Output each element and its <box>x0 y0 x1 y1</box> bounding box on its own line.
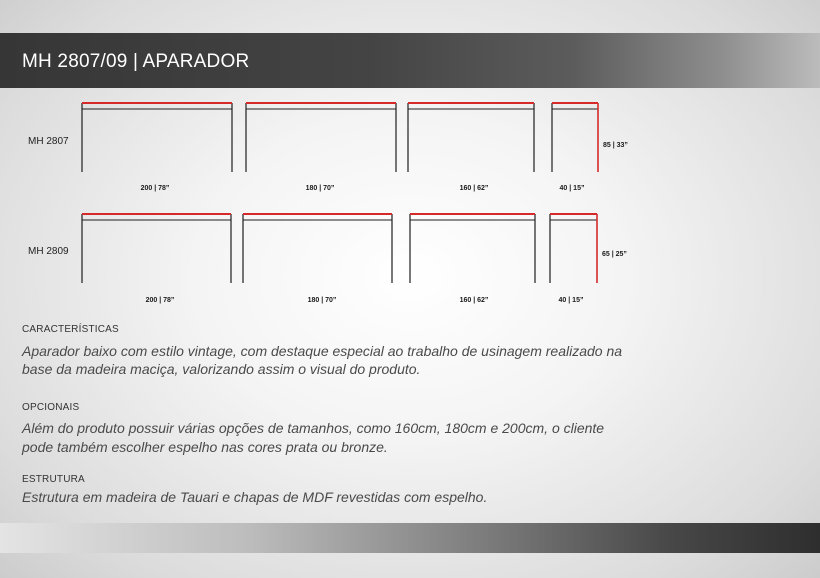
text-line: base da madeira maciça, valorizando assim o visual do produto. <box>22 361 421 377</box>
text-line: pode também escolher espelho nas cores prata ou bronze. <box>22 439 388 455</box>
text-line: Aparador baixo com estilo vintage, com destaque especial ao trabalho de usinagem realizado na <box>22 343 623 359</box>
dimension-label-200: 200 | 78” <box>140 185 170 192</box>
model-label-mh2809: MH 2809 <box>28 246 69 257</box>
dimension-label-180: 180 | 70” <box>307 297 337 304</box>
page-title: MH 2807/09 | APARADOR <box>22 51 250 72</box>
model-label-mh2807: MH 2807 <box>28 136 69 147</box>
footer-bar <box>0 523 820 553</box>
mh2809-side-view-drawing <box>550 214 597 283</box>
section-heading-caracteristicas: CARACTERÍSTICAS <box>22 324 119 335</box>
mh2809-front-view-drawing <box>82 214 231 283</box>
section-text-caracteristicas <box>22 342 622 378</box>
dimension-label-depth: 40 | 15” <box>559 185 585 192</box>
section-text-opcionais <box>22 419 604 457</box>
dimension-label-200: 200 | 78” <box>145 297 175 304</box>
text-line: Além do produto possuir várias opções de tamanhos, como 160cm, 180cm e 200cm, o cliente <box>22 420 605 436</box>
section-heading-opcionais: OPCIONAIS <box>22 402 80 413</box>
dimension-label-160: 160 | 62” <box>459 185 489 192</box>
mh2807-side-view-drawing <box>552 103 598 172</box>
mh2807-front-view-drawing <box>246 103 396 172</box>
dimension-label-depth: 40 | 15” <box>558 297 584 304</box>
dimension-label-180: 180 | 70” <box>305 185 335 192</box>
mh2809-front-view-drawing <box>410 214 535 283</box>
text-line: Estrutura em madeira de Tauari e chapas de MDF revestidas com espelho. <box>22 489 488 505</box>
mh2809-front-view-drawing <box>243 214 392 283</box>
height-label-mh2807: 85 | 33” <box>603 142 628 149</box>
height-label-mh2809: 65 | 25” <box>602 251 627 258</box>
dimension-label-160: 160 | 62” <box>459 297 489 304</box>
section-heading-estrutura: ESTRUTURA <box>22 474 85 485</box>
section-text-estrutura <box>22 488 487 506</box>
mh2807-front-view-drawing <box>82 103 232 172</box>
mh2807-front-view-drawing <box>408 103 534 172</box>
